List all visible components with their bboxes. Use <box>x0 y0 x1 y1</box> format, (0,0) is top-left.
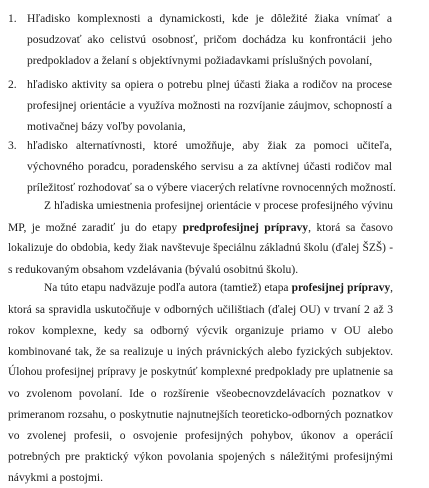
bold-term: predprofesijnej prípravy <box>182 221 309 234</box>
paragraph-line: rokov komplexne, kedy sa odborný výcvik organizuje priamo v OU alebo <box>8 324 393 337</box>
list-text-line: motivačnej bázy voľby povolania, <box>27 120 186 133</box>
paragraph-line: návykmi a postojmi. <box>8 471 103 484</box>
list-text-line: Hľadisko komplexnosti a dynamickosti, kde je dôležité žiaka vnímať a <box>27 12 392 25</box>
list-text-line: hľadisko alternatívnosti, ktoré umožňuje, aby žiak za pomoci učiteľa, <box>27 139 392 152</box>
list-text-line: hľadisko aktivity sa opiera o potrebu plnej účasti žiaka a rodičov na procese <box>27 78 392 91</box>
paragraph-line: Na túto etapu nadväzuje podľa autora (tamtiež) etapa profesijnej prípravy, <box>44 282 393 294</box>
list-number: 2. <box>8 78 17 91</box>
paragraph-line: vo zvolenej profesii, o osvojenie profesijných pohybov, úkonov a operácií <box>8 429 393 442</box>
list-text-line: príležitosť rozhodovať sa o výbere viacerých relatívne rovnocenných možností. <box>27 181 396 194</box>
list-text-line: posudzovať ako celistvú osobnosť, pričom dochádza ku konfrontácii jeho <box>27 33 392 46</box>
paragraph-line: primeranom rozsahu, o poskytnutie najnutnejších teoreticko-odborných poznatkov <box>8 408 393 421</box>
paragraph-line: Z hľadiska umiestnenia profesijnej orientácie v procese profesijného vývinu <box>44 200 393 212</box>
list-number: 1. <box>8 12 17 25</box>
list-number: 3. <box>8 139 17 152</box>
paragraph-line: ktorá sa spravidla uskutočňuje v odborných učilištiach (ďalej OU) v trvaní 2 až 3 <box>8 303 393 316</box>
list-text-line: profesijnej orientácie a využíva možnosti na rozvíjanie záujmov, schopností a <box>27 99 392 112</box>
paragraph-line: kombinované tak, že sa realizuje u iných právnických alebo fyzických subjektov. <box>8 345 393 358</box>
paragraph-line: Úlohou profesijnej prípravy je poskytnúť komplexné predpoklady pre uplatnenie sa <box>8 366 393 378</box>
list-text-line: výchovného poradcu, poradenského servisu a za aktívnej účasti rodičov mal <box>27 160 392 173</box>
paragraph-line: vo zvolenom povolaní. Ide o rozšírenie všeobecnovzdelávacích poznatkov v <box>8 387 393 400</box>
paragraph-line: s redukovaným obsahom vzdelávania (bývalú osobitnú školu). <box>8 263 299 276</box>
paragraph-line: MP, je možné zaradiť ju do etapy predprofesijnej prípravy, ktorá sa časovo <box>8 221 393 234</box>
list-text-line: predpokladov a želaní s objektívnymi požiadavkami príslušných povolaní, <box>27 54 373 67</box>
paragraph-line: potrebných pre praktický výkon povolania spojených s náležitými profesijnými <box>8 450 393 463</box>
paragraph-line: lokalizuje do obdobia, kedy žiak navštevuje špeciálnu základnú školu (ďalej ŠZŠ) - <box>8 242 393 254</box>
bold-term: profesijnej prípravy <box>291 282 391 294</box>
